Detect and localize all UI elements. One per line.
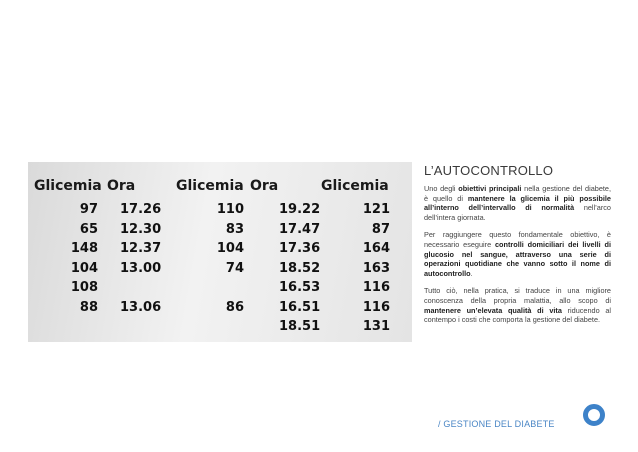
text-run: . (470, 268, 473, 278)
glucose-log-photo (28, 162, 412, 342)
glicemia-value: 116 (362, 299, 390, 315)
header-glicemia-1: Glicemia (34, 178, 102, 194)
ora-value: 13.06 (120, 299, 162, 315)
ora-value: 17.36 (279, 241, 321, 256)
glicemia-value: 104 (70, 260, 98, 276)
body-paragraph (424, 286, 611, 324)
ora-value: 12.30 (120, 221, 162, 237)
glicemia-value: 121 (362, 202, 390, 217)
text-run: riducendo al contempo i costi che comporta la gestione del diabete. (424, 305, 611, 325)
header-glicemia-3: Glicemia (321, 178, 389, 194)
text-run: nell’arco dell’intera giornata. (424, 203, 611, 222)
ora-value: 16.53 (279, 280, 321, 295)
ora-value: 19.22 (279, 202, 321, 217)
text-run: Tutto ciò, nella pratica, si traduce in una migliore conoscenza della propria malattia, allo scopo di (424, 286, 611, 305)
text-run: Per raggiungere questo fondamentale obiettivo, è necessario eseguire (424, 230, 611, 249)
bold-text: obiettivi principali (458, 184, 522, 193)
glucose-log-table (28, 162, 412, 342)
ora-value: 13.00 (120, 260, 162, 276)
glicemia-value: 108 (70, 280, 98, 295)
glicemia-value: 87 (371, 221, 390, 237)
glicemia-value: 164 (362, 241, 390, 256)
glicemia-value: 163 (362, 260, 390, 276)
header-ora-2: Ora (250, 178, 279, 194)
text-run: Uno degli (424, 184, 459, 193)
header-glicemia-2: Glicemia (176, 178, 244, 194)
text-run: nella gestione del diabete, è quello di (424, 184, 612, 203)
glicemia-value: 65 (79, 221, 98, 237)
bold-text: controlli domiciliari dei livelli di glucosio nel sangue, attraverso una serie di operazioni quotidiane che vanno sotto il nome di autocontrollo (424, 239, 611, 278)
glicemia-value: 88 (79, 299, 98, 315)
glicemia-value: 83 (225, 221, 244, 237)
circle-logo-icon (583, 404, 605, 426)
glicemia-value: 148 (70, 241, 98, 256)
glicemia-value: 74 (225, 260, 244, 276)
ora-value: 18.51 (279, 319, 321, 334)
header-ora-1: Ora (107, 178, 136, 194)
glicemia-value: 131 (362, 319, 390, 334)
glicemia-value: 116 (362, 280, 390, 295)
body-text (424, 184, 611, 333)
glicemia-value: 110 (216, 202, 244, 217)
body-paragraph (424, 184, 611, 222)
glicemia-value: 97 (79, 202, 98, 217)
glicemia-value: 86 (225, 299, 244, 315)
body-paragraph (424, 230, 611, 278)
bold-text: mantenere la glicemia il più possibile all’interno dell’intervallo di normalità (424, 193, 611, 213)
ora-value: 12.37 (120, 241, 162, 256)
section-footer: / GESTIONE DEL DIABETE (438, 419, 555, 429)
bold-text: mantenere un’elevata qualità di vita (424, 305, 562, 315)
ora-value: 17.47 (279, 221, 321, 237)
ora-value: 16.51 (279, 299, 321, 315)
ora-value: 18.52 (279, 260, 321, 276)
ora-value: 17.26 (120, 202, 162, 217)
page-title: L’AUTOCONTROLLO (424, 163, 554, 178)
glicemia-value: 104 (216, 241, 244, 256)
